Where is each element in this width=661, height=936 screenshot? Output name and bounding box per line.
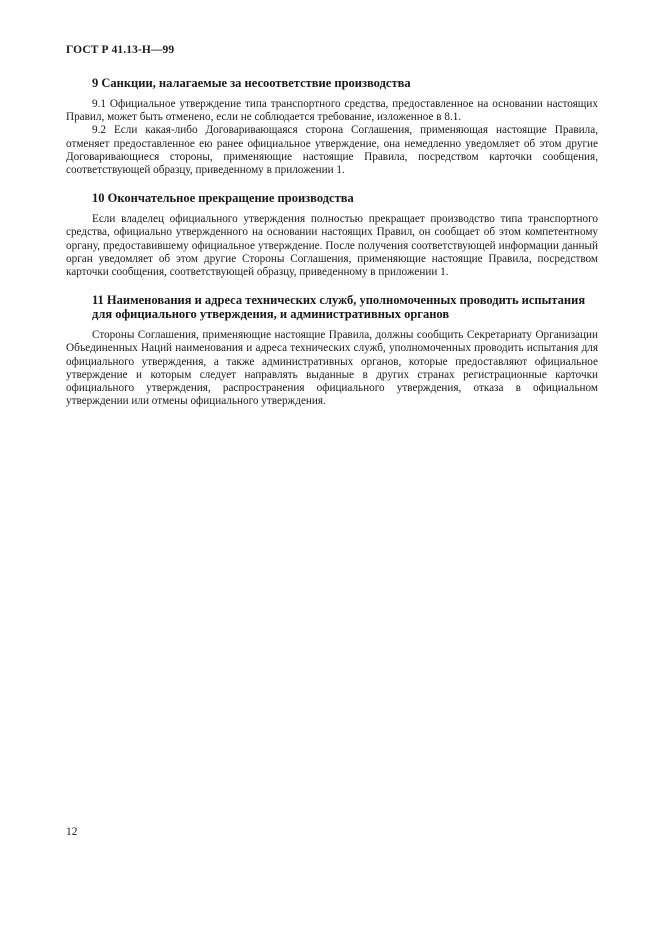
section-9-title: 9 Санкции, налагаемые за несоответствие производства [92, 76, 411, 90]
section-9 [66, 76, 598, 177]
page-body [66, 76, 598, 422]
paragraph-11: Стороны Соглашения, применяющие настоящие Правила, должны сообщить Секретариату Организации Объединенных Наций наименования и адреса технических служб, уполномоченных проводить испытания для официального утверждения, а также административных органов, которые предоставляют официальное утверждение и которым следует направлять выданные в других странах регистрационные карточки официального утверждения, распространения официального утверждения, отказа в официальном утверждении или отмены официального утверждения. [66, 329, 598, 408]
paragraph-9-1: 9.1 Официальное утверждение типа транспортного средства, предоставленное на основании настоящих Правил, может быть отменено, если не соблюдается требование, изложенное в 8.1. [66, 98, 598, 124]
paragraph-9-2: 9.2 Если какая-либо Договаривающаяся сторона Соглашения, применяющая настоящие Правила, отменяет предоставленное ею ранее официальное утверждение, она немедленно уведомляет об этом другие Договаривающиеся стороны, применяющие настоящие Правила, посредством карточки сообщения, соответствующей образцу, приведенному в приложении 1. [66, 124, 598, 177]
document-code-header: ГОСТ Р 41.13-Н—99 [66, 44, 175, 56]
section-11 [66, 293, 598, 408]
section-10 [66, 191, 598, 279]
section-11-title: 11 Наименования и адреса технических служб, уполномоченных проводить испытания для официального утверждения, и административных органов [92, 293, 586, 322]
paragraph-10: Если владелец официального утверждения полностью прекращает производство типа транспортного средства, официально утвержденного на основании настоящих Правил, он сообщает об этом компетентному органу, предоставившему официальное утверждение. После получения соответствующей информации данный орган уведомляет об этом другие Стороны Соглашения, применяющие настоящие Правила, посредством карточки сообщения, соответствующей образцу, приведенному в приложении 1. [66, 213, 598, 279]
section-10-title: 10 Окончательное прекращение производства [92, 191, 354, 206]
page-number: 12 [66, 826, 78, 838]
